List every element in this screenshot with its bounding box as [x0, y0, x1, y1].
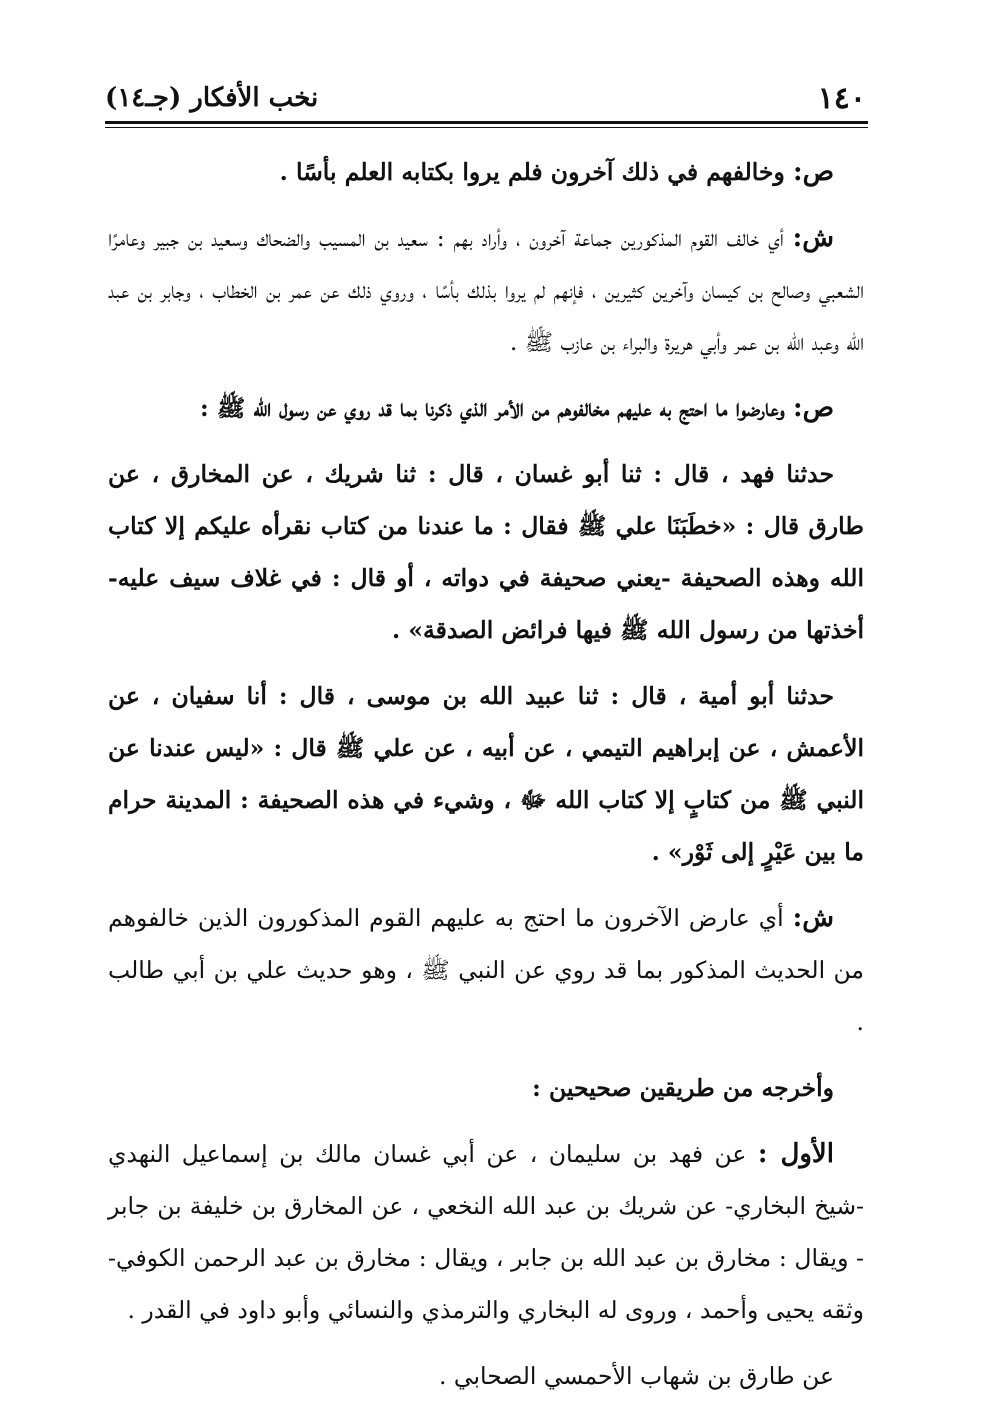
page-number: ١٤٠: [817, 80, 866, 116]
paragraph-tag: ش:: [792, 903, 834, 933]
running-title: نخب الأفكار (جـ١٤): [105, 83, 319, 113]
paragraph-text: وخالفهم في ذلك آخرون فلم يروا بكتابه العلم بأسًا .: [279, 158, 793, 186]
page-body: [108, 146, 864, 1410]
paragraph-sharh: [108, 212, 864, 368]
paragraph-tag: ش:: [792, 223, 834, 253]
paragraph-text: حدثنا أبو أمية ، قال : ثنا عبيد الله بن موسى ، قال : أنا سفيان ، عن الأعمش ، عن إبراهيم التيمي ، عن أبيه ، عن علي ﷺ قال : «ليس عندنا عن النبي ﷺ من كتابٍ إلا كتاب الله ﷻ ، وشيء في هذه الصحيفة : المدينة حرام ما بين عَيْرٍ إلى ثَوْر» .: [108, 682, 864, 866]
header-rule-thin: [105, 127, 868, 128]
paragraph-sharh: [108, 892, 864, 1048]
paragraph-text: عن فهد بن سليمان ، عن أبي غسان مالك بن إسماعيل النهدي -شيخ البخاري- عن شريك بن عبد الله النخعي ، عن المخارق بن خليفة بن جابر - ويقال : مخارق بن عبد الله بن جابر ، ويقال : مخارق بن عبد الرحمن الكوفي- وثقه يحيى وأحمد ، وروى له البخاري والترمذي والنسائي وأبو داود في القدر .: [108, 1140, 864, 1324]
page-header: [105, 78, 866, 118]
paragraph-matn: [108, 146, 864, 198]
paragraph-first-route: [108, 1128, 864, 1336]
paragraph-tag: ص:: [792, 157, 834, 187]
paragraph-tag: الأول :: [757, 1139, 834, 1169]
header-rule-thick: [105, 121, 868, 124]
paragraph-matn: [108, 382, 864, 434]
paragraph-text: أي عارض الآخرون ما احتج به عليهم القوم المذكورون الذين خالفوهم من الحديث المذكور بما قد روي عن النبي ﷺ ، وهو حديث علي بن أبي طالب .: [108, 904, 864, 1036]
paragraph-narrator: [108, 1350, 864, 1402]
paragraph-subheading: [108, 1062, 864, 1114]
paragraph-text: حدثنا فهد ، قال : ثنا أبو غسان ، قال : ثنا شريك ، عن المخارق ، عن طارق قال : «خطَبَنَا علي ﷺ فقال : ما عندنا من كتاب نقرأه عليكم إلا كتاب الله وهذه الصحيفة -يعني صحيفة في دواته ، أو قال : في غلاف سيف عليه- أخذتها من رسول الله ﷺ فيها فرائض الصدقة» .: [108, 460, 864, 644]
paragraph-text: وعارضوا ما احتج به عليهم مخالفوهم من الأمر الذي ذكرنا بما قد روي عن رسول الله ﷺ :: [200, 394, 793, 422]
paragraph-tag: ص:: [792, 393, 834, 423]
paragraph-hadith: [108, 670, 864, 878]
paragraph-text: وأخرجه من طريقين صحيحين :: [532, 1074, 834, 1102]
paragraph-hadith: [108, 448, 864, 656]
paragraph-text: عن طارق بن شهاب الأحمسي الصحابي .: [438, 1362, 834, 1390]
paragraph-text: أي خالف القوم المذكورين جماعة آخرون ، وأراد بهم : سعيد بن المسيب والضحاك وسعيد بن جبير وعامرًا الشعبي وصالح بن كيسان وآخرين كثيرين ، فإنهم لم يروا بذلك بأسًا ، وروي ذلك عن عمر بن الخطاب ، وجابر بن عبد الله وعبد الله بن عمر وأبي هريرة والبراء بن عازب ﷺ .: [108, 224, 864, 356]
